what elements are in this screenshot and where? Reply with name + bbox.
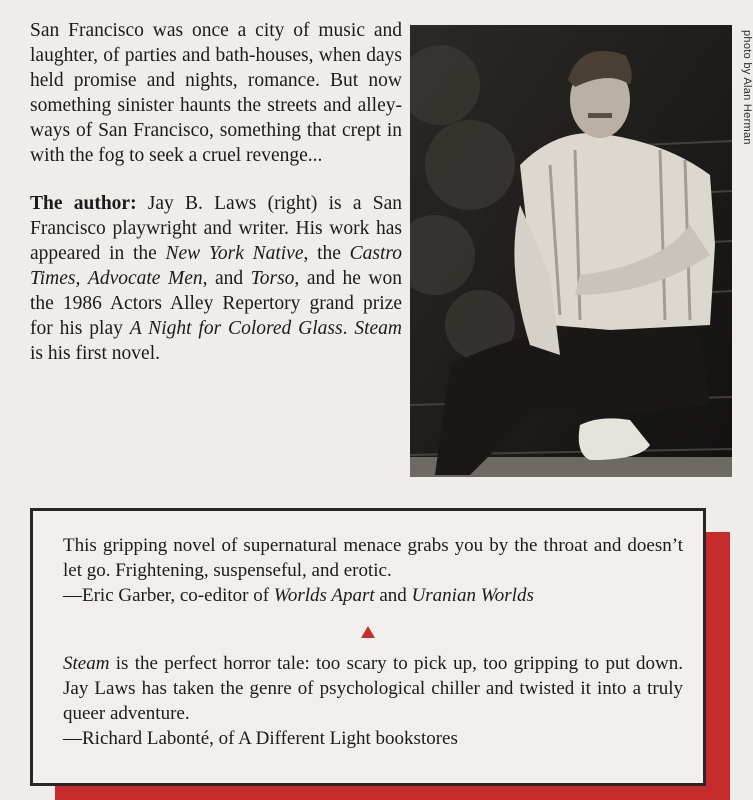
review-quote bbox=[63, 651, 683, 751]
work-title: Worlds Apart bbox=[273, 585, 375, 606]
review-quotes-box bbox=[30, 508, 706, 786]
publication-title: Castro Times bbox=[30, 243, 402, 289]
author-photo bbox=[410, 25, 732, 477]
quote-body: is the perfect horror tale: too scary to pick up, too gripping to put down. Jay Laws has taken the genre of psychological chiller and twisted it into a truly queer adventure. bbox=[63, 653, 683, 724]
separator-text: . bbox=[342, 318, 355, 339]
photo-credit: photo by Alan Herman bbox=[741, 30, 753, 145]
author-heading: The author: bbox=[30, 193, 137, 214]
triangle-divider-icon bbox=[361, 626, 375, 638]
publication-title: Torso bbox=[250, 268, 295, 289]
author-photo-illustration bbox=[410, 25, 732, 477]
attribution-text: —Eric Garber, co-editor of bbox=[63, 585, 274, 606]
author-bio-text: is his first novel. bbox=[30, 343, 160, 364]
author-bio-text: , and he won the 1986 Actors Alley Repertory grand prize for his play bbox=[30, 268, 402, 339]
quote-attribution: —Richard Labonté, of A Different Light bookstores bbox=[63, 728, 458, 749]
separator-text: , and bbox=[202, 268, 251, 289]
play-title: A Night for Colored Glass bbox=[129, 318, 343, 339]
publication-title: New York Native bbox=[165, 243, 304, 264]
attribution-text: and bbox=[374, 585, 412, 606]
work-title: Uranian Worlds bbox=[411, 585, 534, 606]
quote-text bbox=[63, 651, 683, 726]
synopsis-paragraph: San Francisco was once a city of music and laughter, of parties and bath-houses, when days held promise and nights, romance. But now something sinister haunts the streets and alley-ways of San Francisco, something that crept in with the fog to seek a cruel revenge... bbox=[30, 20, 402, 166]
novel-title: Steam bbox=[354, 318, 402, 339]
review-quote bbox=[63, 533, 683, 608]
separator-text: , bbox=[75, 268, 88, 289]
separator-text: , the bbox=[303, 243, 350, 264]
publication-title: Advocate Men bbox=[87, 268, 203, 289]
author-bio-paragraph bbox=[30, 191, 402, 366]
novel-title: Steam bbox=[63, 653, 110, 674]
quote-text: This gripping novel of supernatural menace grabs you by the throat and doesn’t let go. Frightening, suspenseful, and erotic. bbox=[63, 535, 683, 581]
quote-attribution bbox=[63, 583, 683, 608]
author-bio-text: Jay B. Laws (right) is a San Francisco playwright and writer. His work has appeared in the bbox=[30, 193, 403, 264]
back-cover-blurb bbox=[30, 18, 402, 366]
